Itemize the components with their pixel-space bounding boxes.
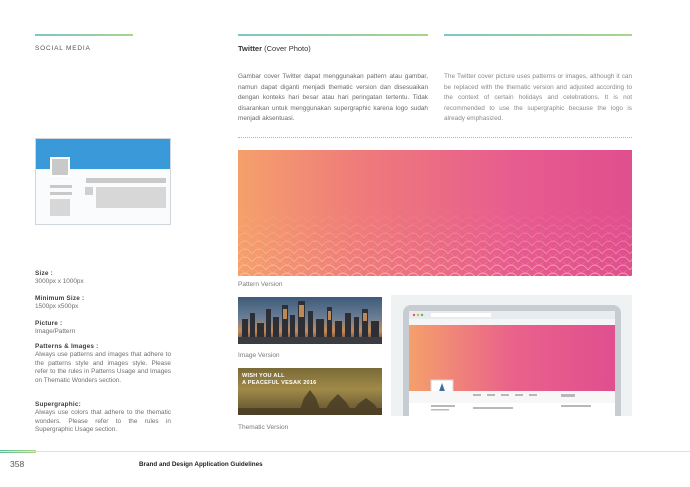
mockup-line [50, 185, 72, 188]
page-title [238, 44, 311, 53]
image-version-photo [238, 297, 382, 344]
caption-thematic: Thematic Version [238, 424, 289, 431]
paragraph-english: The Twitter cover picture uses patterns or images, although it can be replaced with the thematic version and adjusted according to the context of certain holidays and celebrations. It is not recommended to use the supergraphic because the logo is already emphasized. [444, 73, 632, 123]
twitter-profile-mockup [35, 138, 171, 225]
spec-picture [35, 320, 171, 337]
spec-picture-label: Picture : [35, 320, 63, 327]
title-rest: (Cover Photo) [262, 44, 311, 53]
caption-pattern: Pattern Version [238, 281, 283, 288]
mockup-content-placeholder [96, 187, 166, 208]
wave-pattern [238, 206, 632, 276]
mockup-line [86, 178, 166, 183]
title-bold: Twitter [238, 44, 263, 53]
spec-size [35, 270, 171, 287]
spec-supergraphic [35, 401, 171, 435]
spec-min-size-label: Minimum Size : [35, 295, 85, 302]
thematic-line2: A PEACEFUL VESAK 2016 [242, 380, 317, 386]
header-rule-left [35, 34, 133, 36]
dotted-divider [238, 137, 632, 138]
section-label: SOCIAL MEDIA [35, 45, 91, 52]
mockup-avatar [50, 157, 70, 177]
mockup-avatar-small [85, 187, 93, 195]
spec-size-value: 3000px x 1000px [35, 278, 84, 286]
city-skyline [238, 297, 382, 344]
laptop-illustration [391, 295, 632, 416]
spec-size-label: Size : [35, 270, 53, 277]
caption-image: Image Version [238, 352, 280, 359]
header-rule-right [444, 34, 632, 36]
paragraph-indonesian: Gambar cover Twitter dapat menggunakan pattern atau gambar, namun dapat diganti menjadi thematic version dan disesuaikan dengan konteks hari besar atau hari peringatan tertentu. Tidak disarankan untuk menggunakan supergraphic karena logo sudah menjadi aksentuasi. [238, 73, 428, 123]
header-rule-mid [238, 34, 428, 36]
footer-rule [0, 451, 690, 452]
pattern-version-image [238, 150, 632, 276]
mockup-line [50, 192, 72, 195]
spec-min-size [35, 295, 171, 312]
thematic-version-image [238, 368, 382, 415]
spec-patterns-value: Always use patterns and images that adhere to the patterns style and images style. Please refer to the rules in Patterns Usage and Images on Thematic Wonders section. [35, 351, 171, 384]
spec-patterns-label: Patterns & Images : [35, 343, 99, 350]
thematic-line1: WISH YOU ALL [242, 373, 285, 379]
spec-supergraphic-label: Supergraphic: [35, 401, 81, 408]
page-number: 358 [10, 459, 25, 469]
spec-picture-value: Image/Pattern [35, 328, 76, 336]
mockup-image-placeholder [50, 199, 70, 216]
spec-min-size-value: 1500px x500px [35, 303, 79, 311]
laptop-mockup [391, 295, 632, 416]
spec-supergraphic-value: Always use colors that adhere to the thematic wonders. Please refer to the rules in Supergraphic Usage section. [35, 409, 171, 434]
footer-title: Brand and Design Application Guidelines [139, 461, 263, 468]
spec-patterns [35, 343, 171, 385]
